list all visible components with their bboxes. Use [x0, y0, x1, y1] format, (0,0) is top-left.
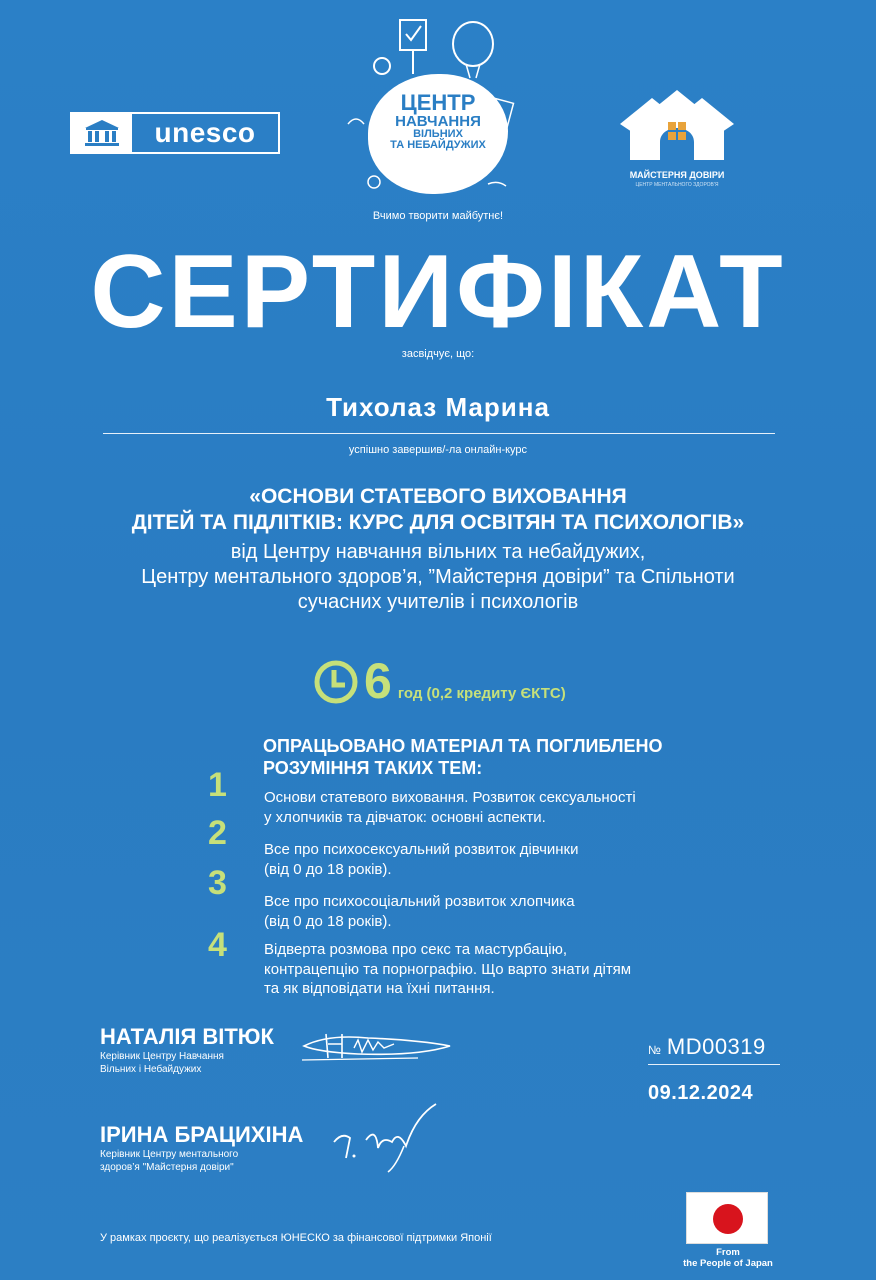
center-logo-tagline: Вчимо творити майбутнє!	[372, 210, 504, 222]
center-logo-line1: ЦЕНТР	[400, 90, 476, 115]
topic-line: Все про психосексуальний розвиток дівчинки	[264, 841, 579, 858]
topic-item	[264, 788, 734, 827]
topic-item	[264, 892, 734, 931]
topic-item	[264, 840, 734, 879]
hours-value: 6	[364, 653, 392, 709]
certificate-title: СЕРТИФІКАТ	[90, 234, 786, 350]
unesco-logo	[70, 112, 280, 154]
center-logo	[338, 14, 538, 229]
course-org-line2: Центру ментального здоров’я, ”Майстерня довіри” та Спільноти	[141, 566, 735, 588]
topic-line: (від 0 до 18 років).	[264, 912, 392, 930]
clock-icon	[312, 658, 360, 706]
number-sign: №	[648, 1043, 661, 1057]
center-logo-text	[368, 92, 508, 151]
course-title	[0, 484, 876, 535]
topic-number: 2	[208, 814, 227, 852]
course-organizers	[0, 540, 876, 615]
center-logo-line2: НАВЧАННЯ	[395, 113, 481, 130]
signer-name: НАТАЛІЯ ВІТЮК	[100, 1024, 274, 1049]
japan-caption-line: the People of Japan	[683, 1257, 773, 1269]
unesco-temple-icon	[72, 114, 132, 152]
signer-role-line: здоров’я "Майстерня довіри"	[100, 1162, 234, 1173]
topic-number: 4	[208, 926, 227, 964]
trust-logo-subtitle: ЦЕНТР МЕНТАЛЬНОГО ЗДОРОВ'Я	[635, 182, 719, 188]
japan-caption	[678, 1248, 778, 1270]
certifies-text: засвідчує, що:	[401, 348, 475, 360]
japan-flag-icon	[686, 1192, 768, 1244]
center-logo-line4: ТА НЕБАЙДУЖИХ	[390, 139, 486, 151]
topic-line: та як відповідати на їхні питання.	[264, 980, 495, 997]
signer-name: ІРИНА БРАЦИХІНА	[100, 1122, 304, 1147]
topic-line: Основи статевого виховання. Розвиток сексуальності	[264, 789, 636, 806]
topics-heading	[263, 736, 783, 780]
certificate-number	[648, 1034, 766, 1060]
certificate-number-value: MD00319	[666, 1034, 766, 1059]
unesco-wordmark: unesco	[154, 117, 256, 148]
signer-role-line: Керівник Центру ментального	[100, 1149, 239, 1160]
topics-heading-line1: ОПРАЦЬОВАНО МАТЕРІАЛ ТА ПОГЛИБЛЕНО	[263, 736, 663, 756]
topics-heading-line2: РОЗУМІННЯ ТАКИХ ТЕМ:	[263, 757, 483, 778]
footer-note: У рамках проєкту, що реалізується ЮНЕСКО за фінансової підтримки Японії	[100, 1232, 492, 1244]
center-logo-line3: ВІЛЬНИХ	[413, 128, 463, 140]
topic-line: Все про психосоціальний розвиток хлопчика	[264, 893, 575, 910]
topic-number: 1	[208, 766, 227, 804]
recipient-name: Тихолаз Марина	[326, 392, 550, 422]
topic-item	[264, 940, 734, 999]
signature-1-icon	[298, 1024, 458, 1066]
number-underline	[648, 1064, 780, 1065]
trust-logo-name: МАЙСТЕРНЯ ДОВІРИ	[629, 170, 725, 180]
topic-line: Відверта розмова про секс та мастурбацію,	[264, 941, 568, 958]
issue-date: 09.12.2024	[648, 1082, 754, 1104]
hands-house-icon	[612, 80, 742, 168]
signer-role-line: Вільних і Небайдужих	[100, 1064, 202, 1075]
course-title-line1: «ОСНОВИ СТАТЕВОГО ВИХОВАННЯ	[249, 485, 627, 508]
hours-unit: год (0,2 кредиту ЄКТС)	[397, 685, 566, 702]
course-hours	[312, 650, 566, 709]
topic-line: контрацепцію та порнографію. Що варто знати дітям	[264, 960, 632, 978]
name-underline	[103, 433, 775, 434]
japan-support-badge	[683, 1192, 773, 1270]
topic-line: (від 0 до 18 років).	[264, 860, 392, 878]
course-title-line2: ДІТЕЙ ТА ПІДЛІТКІВ: КУРС ДЛЯ ОСВІТЯН ТА ПСИХОЛОГІВ»	[131, 510, 745, 534]
signer-role-line: Керівник Центру Навчання	[100, 1051, 224, 1062]
japan-caption-line: From	[716, 1247, 740, 1258]
topic-number: 3	[208, 864, 227, 902]
course-org-line3: сучасних учителів і психологів	[297, 591, 579, 613]
signature-2-icon	[320, 1096, 460, 1176]
topic-line: у хлопчиків та дівчаток: основні аспекти.	[264, 808, 546, 826]
trust-workshop-logo	[612, 80, 742, 190]
completed-text: успішно завершив/-ла онлайн-курс	[348, 444, 528, 456]
course-org-line1: від Центру навчання вільних та небайдужих,	[230, 541, 646, 563]
